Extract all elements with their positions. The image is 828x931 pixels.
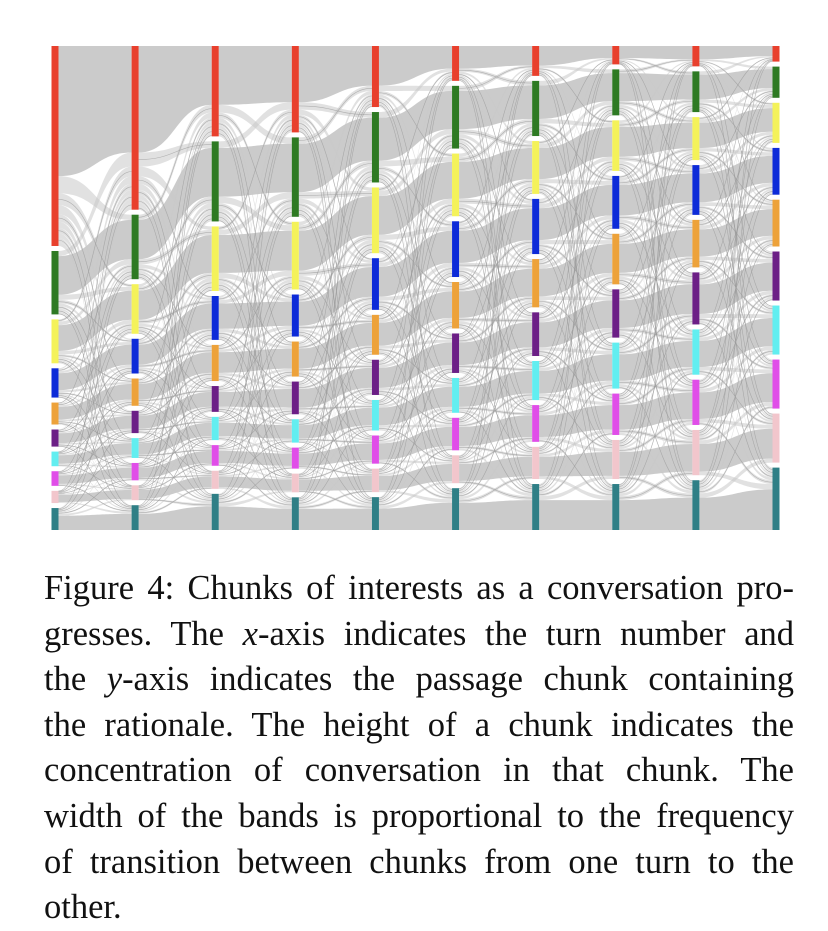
chunk-node [692, 71, 699, 112]
chunk-node [52, 251, 59, 314]
transition-band [299, 46, 372, 102]
chunk-node [372, 112, 379, 182]
chunk-node [52, 508, 59, 530]
chunk-node [692, 380, 699, 425]
caption-line: the rationale. The height of a chunk indicates the [44, 705, 794, 744]
chunk-node [692, 329, 699, 374]
chunk-node [532, 405, 539, 442]
chunk-node [292, 448, 299, 469]
chunk-node [52, 491, 59, 503]
chunk-node [132, 411, 139, 433]
chunk-node [452, 221, 459, 277]
caption-line: gresses. The x-axis indicates the turn number and [44, 614, 795, 653]
chunk-node [612, 343, 619, 389]
chunk-node [773, 252, 780, 301]
transition-band [219, 506, 292, 530]
chunk-node [452, 488, 459, 530]
chunk-node [212, 494, 219, 530]
chunk-node [612, 484, 619, 530]
chunk-node [532, 259, 539, 307]
chunk-node [452, 46, 459, 81]
chunk-node [773, 306, 780, 355]
transition-band [619, 498, 692, 530]
chunk-node [52, 46, 59, 246]
chunk-node [372, 315, 379, 355]
chunk-node [132, 485, 139, 500]
chunk-node [132, 463, 139, 480]
caption-line: other. [44, 888, 122, 927]
chunk-node [532, 199, 539, 254]
chunk-node [773, 46, 780, 62]
transition-band [59, 514, 132, 530]
chunk-node [292, 382, 299, 415]
chunk-node [212, 445, 219, 466]
chunk-node [212, 141, 219, 221]
chunk-node [532, 484, 539, 530]
caption-line: width of the bands is proportional to the frequency [44, 796, 794, 835]
chunk-node [292, 295, 299, 337]
chunk-node [532, 312, 539, 356]
chunk-node [692, 220, 699, 268]
chunk-node [452, 455, 459, 483]
chunk-node [292, 137, 299, 216]
chunk-node [612, 289, 619, 337]
caption-line: of transition between chunks from one turn to the [44, 842, 794, 881]
chunk-node [773, 67, 780, 98]
chunk-node [612, 69, 619, 115]
chunk-node [212, 471, 219, 489]
chunk-node [372, 360, 379, 395]
chunk-node [532, 81, 539, 136]
chunk-node [452, 154, 459, 217]
chunk-node [452, 418, 459, 451]
chunk-node [292, 46, 299, 132]
transition-band [459, 46, 532, 69]
chunk-node [532, 141, 539, 194]
transition-band [299, 509, 372, 530]
chunk-node [52, 471, 59, 486]
chunk-node [52, 368, 59, 397]
chunk-node [452, 378, 459, 413]
chunk-node [132, 215, 139, 279]
chunk-node [532, 447, 539, 479]
chunk-node [52, 452, 59, 467]
chunk-node [773, 103, 780, 143]
transition-band [459, 500, 532, 530]
chunk-node [612, 234, 619, 285]
chunk-node [132, 379, 139, 406]
caption-line: the y-axis indicates the passage chunk containing [44, 660, 794, 699]
chunk-node [692, 480, 699, 530]
transition-band [619, 46, 692, 59]
transition-band [219, 46, 292, 105]
chunk-node [773, 468, 780, 530]
chunk-node [52, 319, 59, 363]
chunk-node [132, 438, 139, 458]
chunk-node [372, 469, 379, 492]
chunk-node [773, 360, 780, 409]
transition-band [379, 46, 452, 86]
chunk-node [612, 394, 619, 435]
chunk-node [452, 282, 459, 328]
chunk-node [212, 296, 219, 340]
chunk-node [372, 497, 379, 530]
chunk-node [212, 226, 219, 291]
chunk-node [532, 46, 539, 76]
chunk-node [692, 430, 699, 475]
chunk-node [132, 505, 139, 530]
chunk-node [692, 117, 699, 160]
chunk-node [692, 272, 699, 324]
transition-band [459, 415, 532, 446]
chunk-node [132, 284, 139, 334]
chunk-node [372, 187, 379, 253]
chunk-node [292, 419, 299, 442]
chunk-node [292, 474, 299, 493]
transition-bands [59, 46, 773, 530]
chunk-node [212, 345, 219, 381]
chunk-node [292, 497, 299, 530]
chunk-node [132, 46, 139, 210]
transition-band [539, 500, 612, 530]
chunk-node [612, 120, 619, 171]
chunk-node [452, 86, 459, 149]
chunk-node [773, 414, 780, 463]
chunk-node [692, 165, 699, 215]
chunk-node [212, 386, 219, 412]
chunk-node [372, 258, 379, 310]
chunk-node [612, 176, 619, 229]
chunk-node [212, 46, 219, 136]
chunk-node [52, 403, 59, 425]
chunk-node [52, 430, 59, 447]
chunk-node [292, 342, 299, 377]
transition-band [459, 148, 532, 199]
chunk-node [612, 440, 619, 479]
chunk-node [692, 46, 699, 66]
chunk-node [372, 46, 379, 107]
figure-caption [44, 566, 794, 931]
chunk-node [372, 435, 379, 463]
chunk-node [773, 200, 780, 247]
chunk-node [212, 417, 219, 440]
chunk-node [612, 46, 619, 64]
chunk-node [292, 222, 299, 290]
chunk-node [452, 333, 459, 372]
chunk-node [372, 400, 379, 431]
chunk-node [773, 148, 780, 195]
caption-line: concentration of conversation in that chunk. The [44, 751, 794, 790]
chunk-node [532, 361, 539, 400]
caption-line: Figure 4: Chunks of interests as a conversation pro- [44, 569, 794, 607]
chunk-node [132, 339, 139, 374]
